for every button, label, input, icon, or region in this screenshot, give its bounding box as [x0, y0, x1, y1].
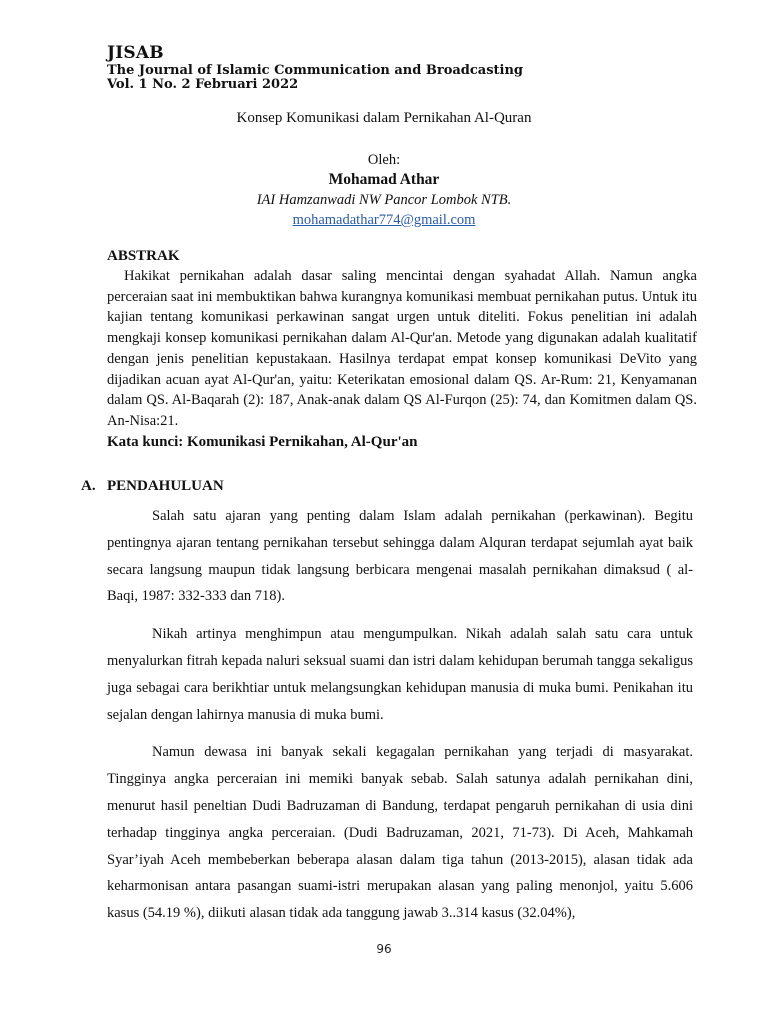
article-title: Konsep Komunikasi dalam Pernikahan Al-Quran — [236, 110, 532, 126]
section-heading — [81, 478, 224, 495]
byline — [0, 150, 768, 230]
section-title: PENDAHULUAN — [107, 478, 224, 494]
body-paragraph: Namun dewasa ini banyak sekali kegagalan pernikahan yang terjadi di masyarakat. Tingginya angka perceraian ini memiki banyak sebab. Salah satunya adalah pernikahan dini, menurut hasil peneltian Dudi Badruzaman di Bandung, terdapat pengaruh pernikahan di usia dini terhadap tingginya angka perceraian. (Dudi Badruzaman, 2021, 71-73). Di Aceh, Mahkamah Syar’iyah Aceh membeberkan beberapa alasan dalam tiga tahun (2013-2015), alasan tidak ada keharmonisan antara pasangan suami-istri merupakan alasan yang paling menonjol, yaitu 5.606 kasus (54.19 %), diikuti alasan tidak ada tanggung jawab 3..314 kasus (32.04%), — [107, 744, 693, 922]
journal-name: JISAB — [107, 43, 164, 63]
by-label: Oleh: — [367, 152, 401, 168]
abstract-heading: ABSTRAK — [107, 248, 180, 264]
journal-header — [107, 44, 523, 92]
abstract-text: Hakikat pernikahan adalah dasar saling mencintai dengan syahadat Allah. Namun angka perceraian saat ini membuktikan bahwa kurangnya komunikasi membuat pernikahan putus. Untuk itu kajian tentang komunikasi perkawinan sangat urgen untuk diteliti. Fokus penelitian ini adalah mengkaji konsep komunikasi pernikahan dalam Al-Qur'an. Metode yang digunakan adalah kualitatif dengan jenis penelitian kepustakaan. Hasilnya terdapat empat konsep komunikasi DeVito yang dijadikan acuan ayat Al-Qur'an, yaitu: Keterikatan emosional dalam QS. Ar-Rum: 21, Kenyamanan dalam QS. Al-Baqarah (2): 187, Anak-anak dalam QS Al-Furqon (25): 74, dan Komitmen dalam QS. An-Nisa:21. — [107, 268, 697, 429]
journal-full-name: The Journal of Islamic Communication and Broadcasting — [107, 62, 524, 78]
body-paragraph: Salah satu ajaran yang penting dalam Islam adalah pernikahan (perkawinan). Begitu pentingnya ajaran tentang pernikahan tersebut sehingga dalam Alquran terdapat sejumlah ayat baik secara langsung maupun tidak langsung berbicara mengenai masalah pernikahan dimaksud ( al- Baqi, 1987: 332-333 dan 718). — [107, 508, 693, 605]
body-paragraph: Nikah artinya menghimpun atau mengumpulkan. Nikah adalah salah satu cara untuk menyalurkan fitrah kepada naluri seksual suami dan istri dalam kehidupan berumah tangga sekaligus juga sebagai cara berikhtiar untuk melangsungkan kehidupan manusia di muka bumi. Penikahan itu sejalan dengan lahirnya manusia di muka bumi. — [107, 626, 693, 723]
author-affiliation: IAI Hamzanwadi NW Pancor Lombok NTB. — [256, 192, 512, 208]
body-text — [107, 503, 693, 938]
author-email-link[interactable]: mohamadathar774@gmail.com — [292, 212, 476, 228]
page-number: 96 — [376, 942, 392, 956]
journal-volume: Vol. 1 No. 2 Februari 2022 — [107, 76, 299, 92]
section-number: A. — [81, 478, 96, 494]
abstract-section — [107, 247, 697, 452]
keywords: Kata kunci: Komunikasi Pernikahan, Al-Qur'an — [107, 433, 418, 450]
author-name: Mohamad Athar — [328, 171, 440, 188]
